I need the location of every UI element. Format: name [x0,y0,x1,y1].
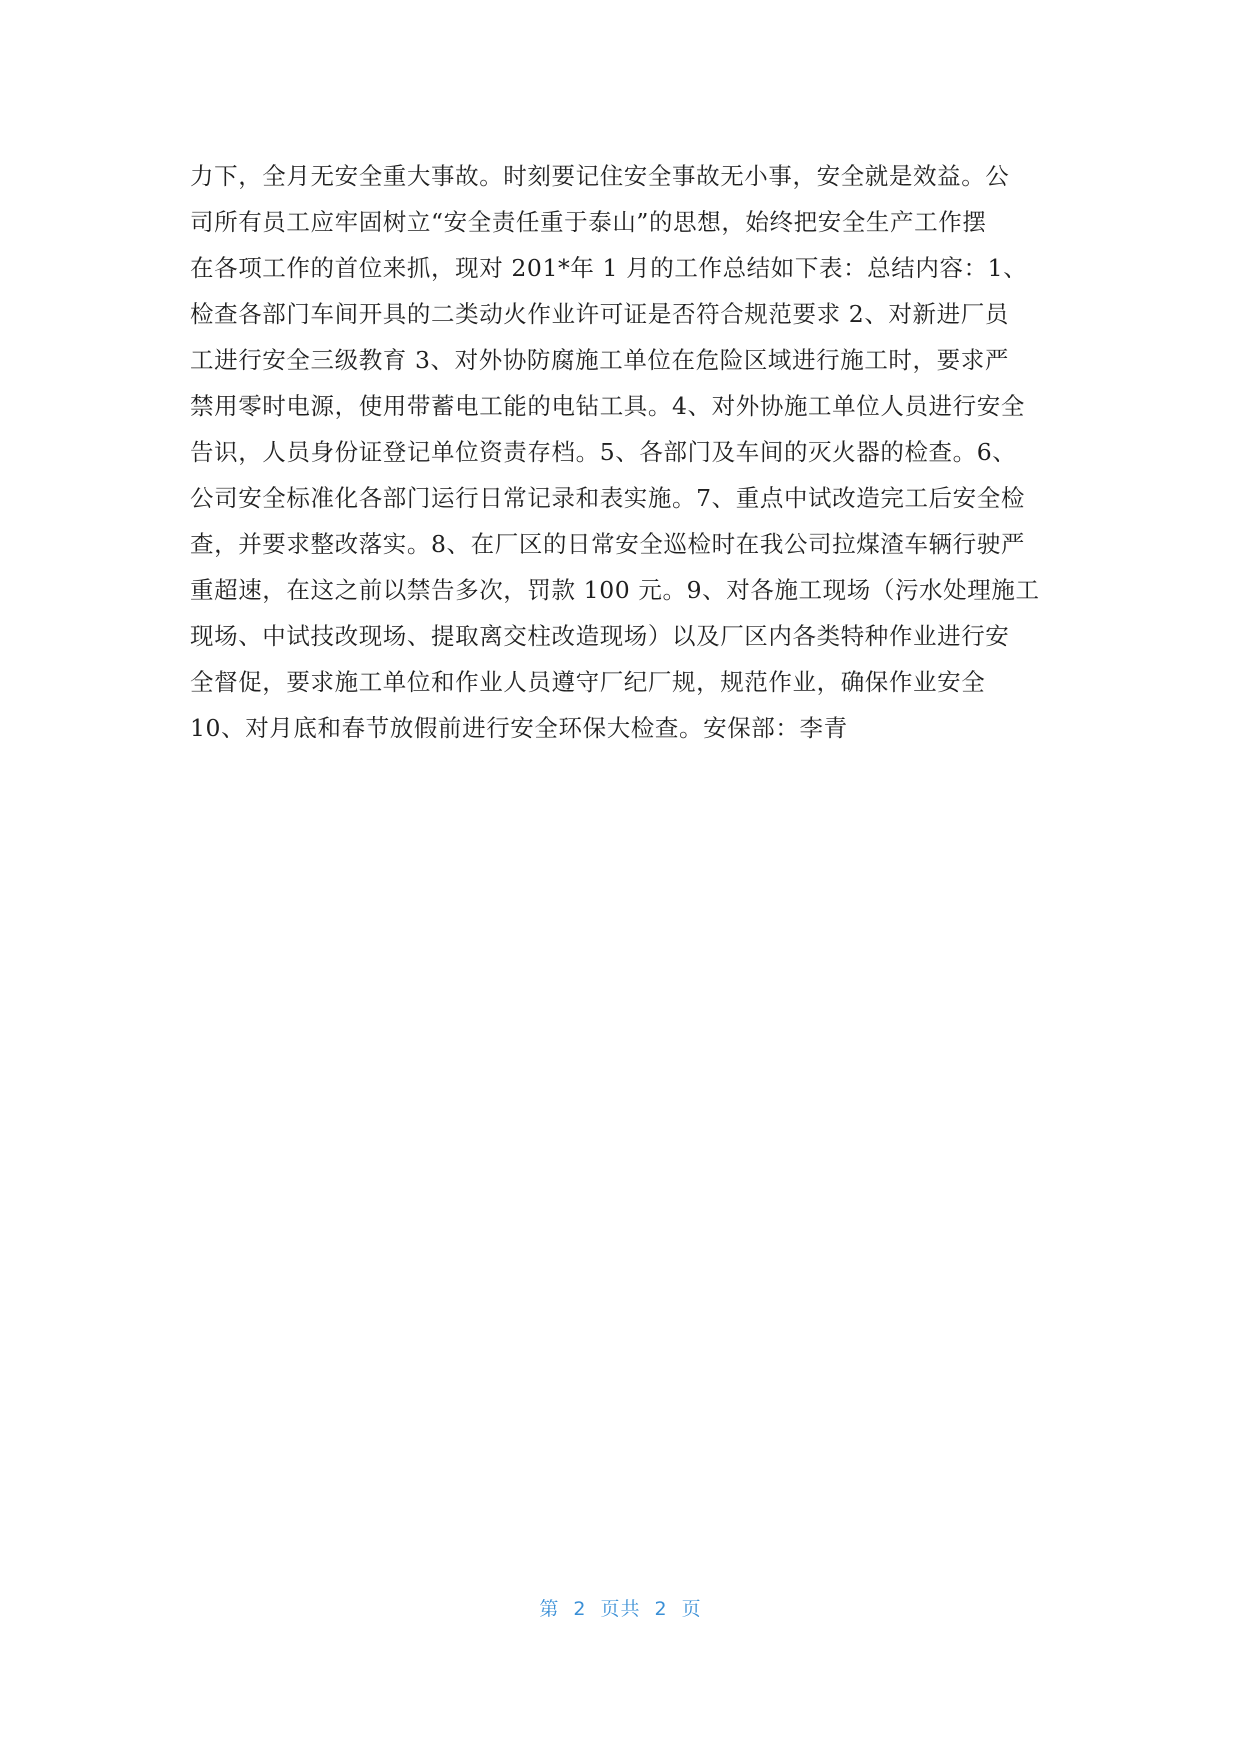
text-line: 重超速，在这之前以禁告多次，罚款 100 元。9、对各施工现场（污水处理施工 [190,576,1040,604]
footer-label-ye: 页 [681,1598,702,1620]
document-body [190,153,1070,751]
footer-total-pages: 2 [654,1598,668,1620]
footer-current-page: 2 [573,1598,587,1620]
text-line: 公司安全标准化各部门运行日常记录和表实施。7、重点中试改造完工后安全检 [190,484,1025,512]
text-line: 检查各部门车间开具的二类动火作业许可证是否符合规范要求 2、对新进厂员 [190,300,1009,328]
footer-label-di: 第 [539,1598,560,1620]
footer-label-ye-gong: 页共 [600,1598,641,1620]
text-line: 查，并要求整改落实。8、在厂区的日常安全巡检时在我公司拉煤渣车辆行驶严 [190,530,1025,558]
text-line: 10、对月底和春节放假前进行安全环保大检查。安保部：李青 [190,714,848,742]
text-line: 力下，全月无安全重大事故。时刻要记住安全事故无小事，安全就是效益。公 [190,162,1010,190]
text-line: 在各项工作的首位来抓，现对 201*年 1 月的工作总结如下表：总结内容：1、 [190,254,1028,282]
text-line: 现场、中试技改现场、提取离交柱改造现场）以及厂区内各类特种作业进行安 [190,622,1010,650]
text-line: 司所有员工应牢固树立“安全责任重于泰山”的思想，始终把安全生产工作摆 [190,208,987,236]
text-line: 全督促，要求施工单位和作业人员遵守厂纪厂规，规范作业，确保作业安全 [190,668,986,696]
page-footer [0,1594,1241,1621]
text-line: 工进行安全三级教育 3、对外协防腐施工单位在危险区域进行施工时，要求严 [190,346,1009,374]
text-line: 禁用零时电源，使用带蓄电工能的电钻工具。4、对外协施工单位人员进行安全 [190,392,1025,420]
text-line: 告识，人员身份证登记单位资责存档。5、各部门及车间的灭火器的检查。6、 [190,438,1017,466]
